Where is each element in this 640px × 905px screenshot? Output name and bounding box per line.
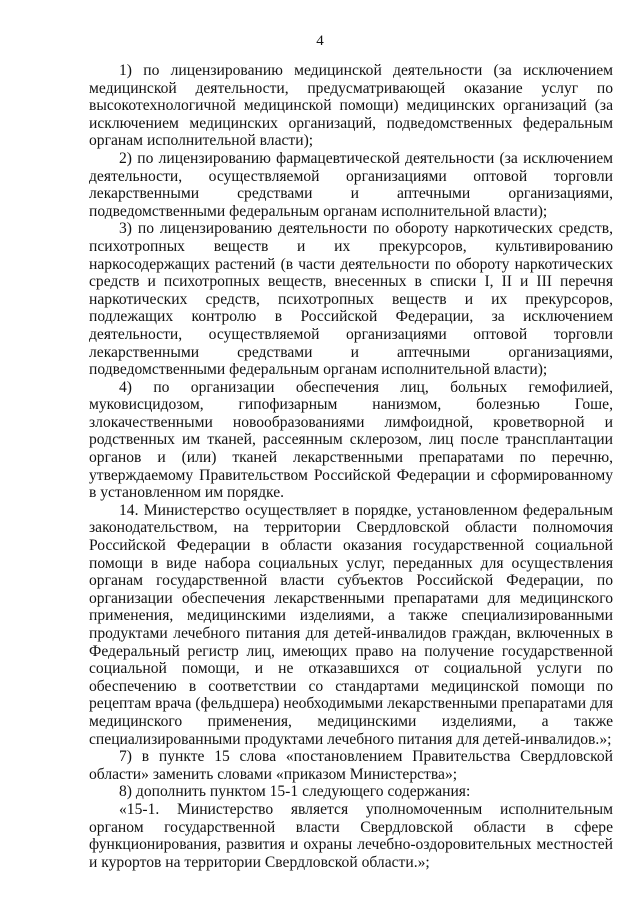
paragraph-clause-15-1: «15-1. Министерство является уполномоченным исполнительным органом государственной власти Свердловской области в сфере функционирования, развития и охраны лечебно-оздоровительных местностей и курортов на территории Свердловской области.»;: [89, 800, 613, 871]
paragraph-amendment-8: 8) дополнить пунктом 15-1 следующего содержания:: [119, 783, 471, 801]
paragraph-item-1: 1) по лицензированию медицинской деятельности (за исключением медицинской деятельности, предусматривающей оказание услуг по высокотехнологичной медицинской помощи) медицинских организаций (за исключением медицинских организаций, подведомственных федеральным органам исполнительной власти);: [89, 62, 613, 150]
paragraph-item-4: 4) по организации обеспечения лиц, больных гемофилией, муковисцидозом, гипофизарным нанизмом, болезнью Гоше, злокачественными новообразованиями лимфоидной, кроветворной и родственных им тканей, рассеянным склерозом, лиц после трансплантации органов и (или) тканей лекарственными препаратами по перечню, утверждаемому Правительством Российской Федерации и сформированному в установленном им порядке.: [89, 378, 613, 502]
page-number: 4: [316, 33, 324, 49]
paragraph-amendment-7: 7) в пункте 15 слова «постановлением Правительства Свердловской области» заменить словами «приказом Министерства»;: [89, 748, 613, 783]
paragraph-clause-14: 14. Министерство осуществляет в порядке, установленном федеральным законодательством, на территории Свердловской области полномочия Российской Федерации в области оказания государственной социальной помощи в виде набора социальных услуг, переданных для осуществления органам государственной власти субъектов Российской Федерации, по организации обеспечения лекарственными препаратами для медицинского применения, медицинскими изделиями, а также специализированными продуктами лечебного питания для детей-инвалидов граждан, включенных в Федеральный регистр лиц, имеющих право на получение государственной социальной помощи, и не отказавшихся от социальной услуги по обеспечению в соответствии со стандартами медицинской помощи по рецептам врача (фельдшера) необходимыми лекарственными препаратами для медицинского применения, медицинскими изделиями, а также специализированными продуктами лечебного питания для детей-инвалидов.»;: [89, 501, 613, 748]
document-body: [89, 62, 613, 871]
paragraph-item-2: 2) по лицензированию фармацевтической деятельности (за исключением деятельности, осуществляемой организациями оптовой торговли лекарственными средствами и аптечными организациями, подведомственными федеральным органам исполнительной власти);: [89, 149, 613, 220]
paragraph-item-3: 3) по лицензированию деятельности по обороту наркотических средств, психотропных веществ и их прекурсоров, культивированию наркосодержащих растений (в части деятельности по обороту наркотических средств и психотропных веществ, внесенных в списки I, II и III перечня наркотических средств, психотропных веществ и их прекурсоров, подлежащих контролю в Российской Федерации, за исключением деятельности, осуществляемой организациями оптовой торговли лекарственными средствами и аптечными организациями, подведомственными федеральным органам исполнительной власти);: [89, 220, 613, 379]
